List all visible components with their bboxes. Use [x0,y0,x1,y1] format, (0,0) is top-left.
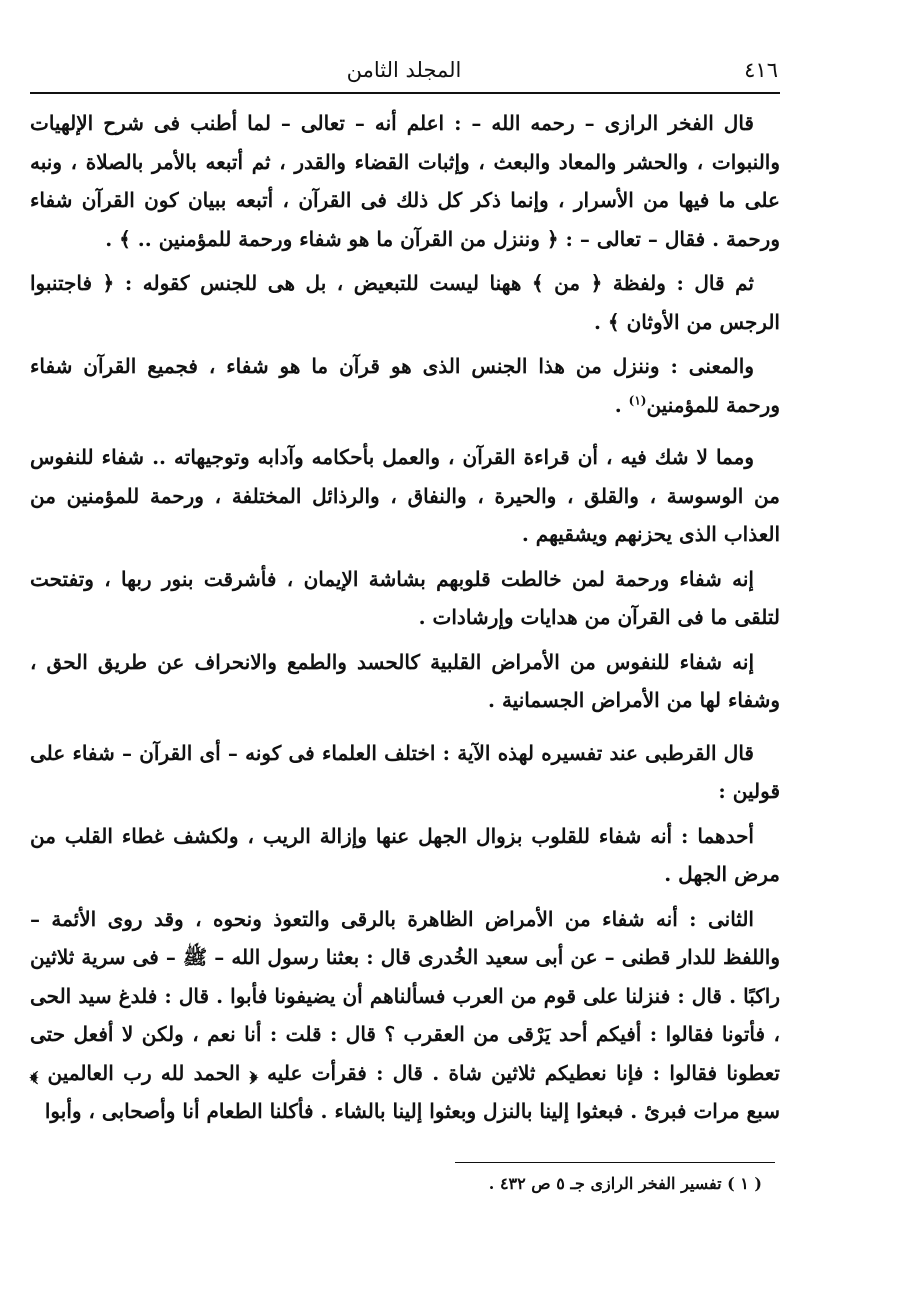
paragraph-3-end: . [614,392,629,417]
page-number: ٤١٦ [744,58,778,82]
page-body [30,104,780,1137]
paragraph-5: إنه شفاء ورحمة لمن خالطت قلوبهم بشاشة الإيمان ، فأشرقت بنور ربها ، وتفتحت لتلقى ما فى القرآن من هدايات وإرشادات . [30,566,780,629]
paragraph-6: إنه شفاء للنفوس من الأمراض القلبية كالحسد والطمع والانحراف عن طريق الحق ، وشفاء لها من الأمراض الجسمانية . [30,649,780,712]
paragraph-2: ثم قال : ولفظة ﴿ من ﴾ ههنا ليست للتبعيض ، بل هى للجنس كقوله : ﴿ فاجتنبوا الرجس من الأوثان ﴾ . [30,271,780,334]
paragraph-3-text: والمعنى : وننزل من هذا الجنس الذى هو قرآن ما هو شفاء ، فجميع القرآن شفاء ورحمة للمؤمنين [30,354,780,417]
paragraph-3 [30,347,780,424]
running-title: المجلد الثامن [346,58,462,82]
paragraph-8: أحدهما : أنه شفاء للقلوب بزوال الجهل عنها وإزالة الريب ، ولكشف غطاء القلب من مرض الجهل . [30,823,780,886]
page-header [30,50,778,86]
paragraph-1: قال الفخر الرازى – رحمه الله – : اعلم أنه – تعالى – لما أطنب فى شرح الإلهيات والنبوات ، والحشر والمعاد والبعث ، وإثبات القضاء والقدر ، ثم أتبعه بالأمر بالصلاة ، ونبه على ما فيها من الأسرار ، وإنما ذكر كل ذلك فى القرآن ، أتبعه ببيان كون القرآن شفاء ورحمة . فقال – تعالى – : ﴿ وننزل من القرآن ما هو شفاء ورحمة للمؤمنين .. ﴾ . [30,111,780,251]
footnote-rule [455,1162,775,1163]
paragraph-7: قال القرطبى عند تفسيره لهذه الآية : اختلف العلماء فى كونه – أى القرآن – شفاء على قولين : [30,740,780,803]
footnote-reference: (١) [628,392,647,407]
header-rule [30,92,780,94]
footnote: ( ١ ) تفسير الفخر الرازى جـ ٥ ص ٤٣٢ . [488,1174,762,1193]
paragraph-9: الثانى : أنه شفاء من الأمراض الظاهرة بالرقى والتعوذ ونحوه ، وقد روى الأئمة – واللفظ للدار قطنى – عن أبى سعيد الخُدرى قال : بعثنا رسول الله – ﷺ – فى سرية ثلاثين راكبًا . قال : فنزلنا على قوم من العرب فسألناهم أن يضيفونا فأبوا . قال : فلدغ سيد الحى ، فأتونا فقالوا : أفيكم أحد يَرْقى من العقرب ؟ قال : قلت : أنا نعم ، ولكن لا أفعل حتى تعطونا فقالوا : فإنا نعطيكم ثلاثين شاة . قال : فقرأت عليه ﴿ الحمد لله رب العالمين ﴾ سبع مرات فبرئ . فبعثوا إلينا بالنزل وبعثوا إلينا بالشاء . فأكلنا الطعام أنا وأصحابى ، وأبوا [30,906,780,1123]
paragraph-4: ومما لا شك فيه ، أن قراءة القرآن ، والعمل بأحكامه وآدابه وتوجيهاته .. شفاء للنفوس من الوسوسة ، والقلق ، والحيرة ، والنفاق ، والرذائل المختلفة ، ورحمة للمؤمنين من العذاب الذى يحزنهم ويشقيهم . [30,445,780,546]
